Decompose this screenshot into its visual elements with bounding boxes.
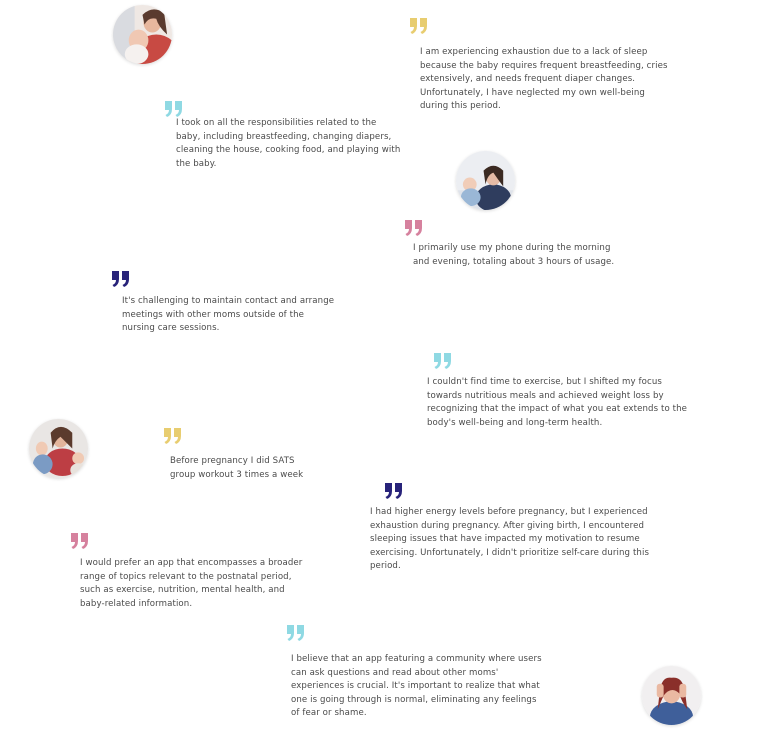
testimonial-text: It's challenging to maintain contact and arrange meetings with other moms outside of the nursing care sessions. — [122, 296, 335, 334]
quote-mark-icon — [111, 270, 131, 288]
testimonial-text: I primarily use my phone during the morning and evening, totaling about 3 hours of usage. — [413, 243, 615, 267]
tired-mother-with-baby-photo — [456, 151, 515, 210]
testimonial-text: I had higher energy levels before pregnancy, but I experienced exhaustion during pregnancy. After giving birth, I encountered sleeping issues that have impacted my motivation to resume exercising. Unfortunately, I didn't prioritize self-care during this period. — [370, 507, 650, 572]
avatar-mother-with-baby — [113, 5, 172, 64]
mother-with-baby-photo — [113, 5, 172, 64]
quote-mark-icon — [409, 17, 429, 35]
quote-mark-icon — [70, 532, 90, 550]
quote-mark-icon — [163, 427, 183, 445]
testimonial-text: I believe that an app featuring a community where users can ask questions and read about other moms' experiences is crucial. It's important to realize that what one is going through is normal, eliminating any feelings of fear or shame. — [291, 654, 542, 719]
avatar-tired-mother-with-baby — [456, 151, 515, 210]
quote-mark-icon — [384, 482, 404, 500]
quote-mark-icon — [286, 624, 306, 642]
mother-with-children-photo — [29, 419, 88, 478]
quote-mark-icon — [404, 219, 424, 237]
avatar-stressed-mother — [642, 666, 701, 725]
testimonial-text: I am experiencing exhaustion due to a lack of sleep because the baby requires frequent breastfeeding, cries extensively, and needs frequent diaper changes. Unfortunately, I have neglected my own well-being during this period. — [420, 47, 668, 112]
quote-mark-icon — [164, 100, 184, 118]
quote-mark-icon — [433, 352, 453, 370]
testimonial-text: Before pregnancy I did SATS group workout 3 times a week — [170, 456, 304, 480]
testimonial-text: I took on all the responsibilities related to the baby, including breastfeeding, changing diapers, cleaning the house, cooking food, and playing with the baby. — [176, 118, 401, 169]
avatar-mother-with-children — [29, 419, 88, 478]
testimonial-text: I would prefer an app that encompasses a broader range of topics relevant to the postnatal period, such as exercise, nutrition, mental health, and baby-related information. — [80, 558, 303, 609]
testimonial-text: I couldn't find time to exercise, but I shifted my focus towards nutritious meals and achieved weight loss by recognizing that the impact of what you eat extends to the body's well-being and long-term health. — [427, 377, 688, 428]
stressed-mother-photo — [642, 666, 701, 725]
